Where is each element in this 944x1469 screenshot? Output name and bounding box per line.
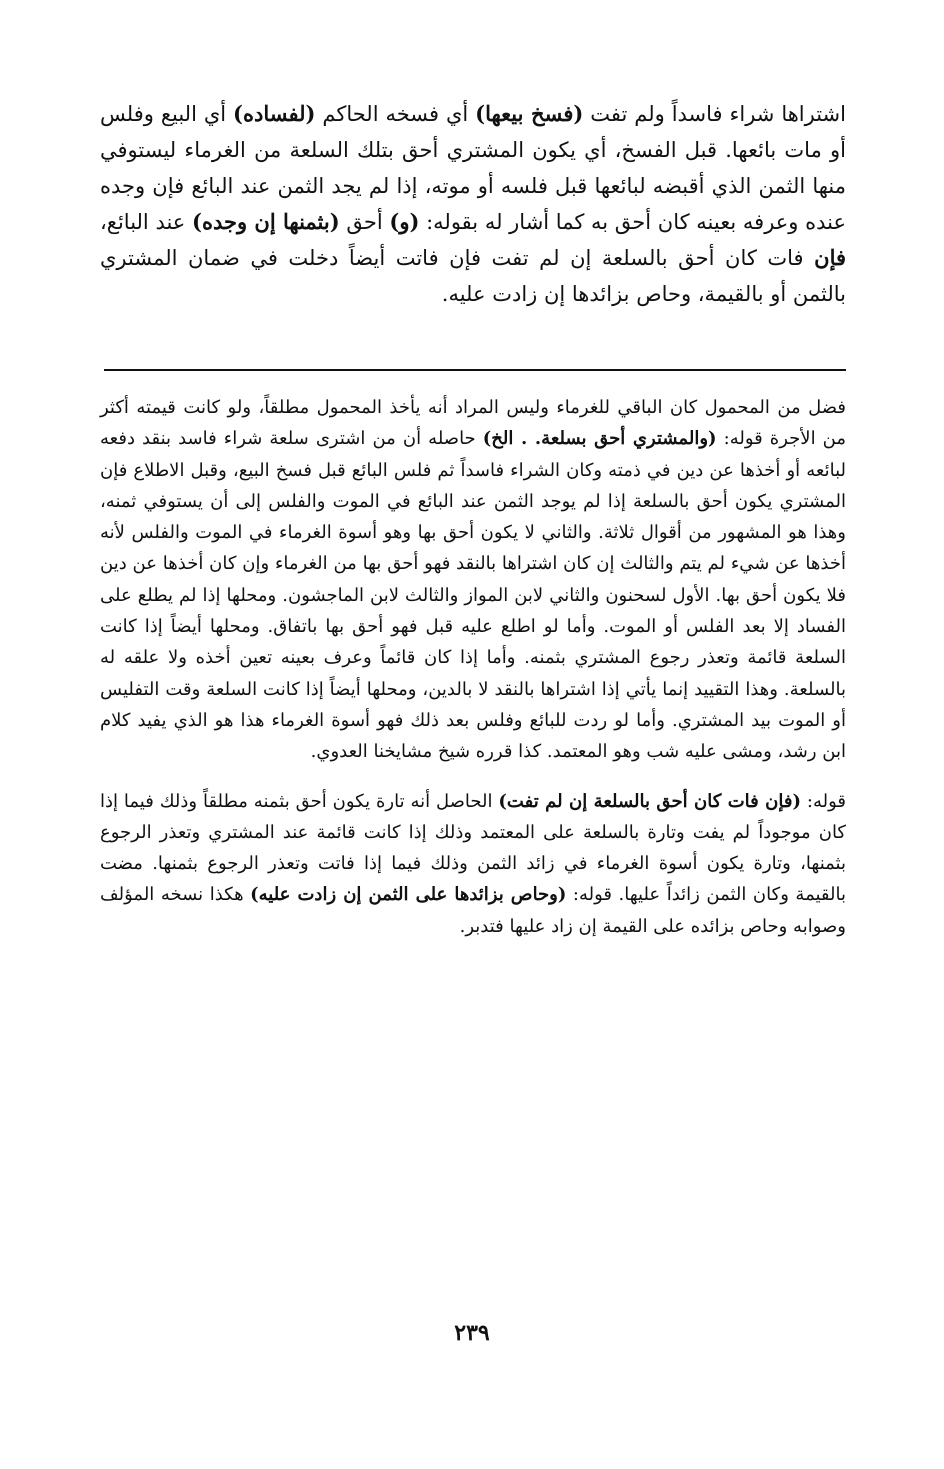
page-number: ٢٣٩ [454,1320,490,1346]
commentary-bold-run: (والمشتري أحق بسلعة. . الخ) [482,428,717,450]
main-text-run: فات كان أحق بالسلعة إن لم تفت فإن فاتت أيضاً دخلت في ضمان المشتري بالثمن أو بالقيمة، وحاص بزائدها إن زادت عليه. [100,246,846,306]
main-text-run: أحق [339,210,390,234]
main-text-bold-run: (فسخ بيعها) [475,101,584,126]
commentary-text-run: الحاصل أنه تارة يكون أحق بثمنه مطلقاً وذلك فيما إذا كان موجوداً لم يفت وتارة بالسلعة على المعتمد وذلك إذا كانت قائمة عند المشتري وتعذر الرجوع بثمنها، وتارة يكون أسوة الغرماء في زائد الثمن وذلك فيما إذا فاتت وتعذر الرجوع بثمنها. مضت بالقيمة وكان الثمن زائداً عليها. قوله: [100,790,846,906]
main-text-bold-run: (لفساده) [233,101,316,126]
main-text-run: عند البائع، [100,210,193,234]
commentary-bold-run: (فإن فات كان أحق بالسلعة إن لم تفت) [498,790,801,812]
main-text-run: اشتراها شراء فاسداً ولم تفت [583,102,846,126]
main-paragraph [100,96,846,312]
commentary-block [100,392,846,942]
commentary-paragraph-1 [100,392,846,768]
main-text-bold-run: (و) [389,209,420,234]
commentary-text-run: حاصله أن من اشترى سلعة شراء فاسد بنقد دفعه لبائعه أو أخذها عن دين في ذمته وكان الشراء فاسداً ثم فلس البائع قبل فسخ البيع، وقبل الاطلاع فإن المشتري يكون أحق بالسلعة إذا لم يوجد الثمن عند البائع في الموت والفلس إلى أن يستوفي ثمنه، وهذا هو المشهور من أقوال ثلاثة. والثاني لا يكون أحق بها وهو أسوة الغرماء في الموت والفلس لأنه أخذها عن شيء لم يتم والثالث إن كان اشتراها بالنقد فهو أحق بها من الغرماء وإن كان أخذها عن دين فلا يكون أحق بها. الأول لسحنون والثاني لابن المواز والثالث لابن الماجشون. ومحلها إذا لم يطلع على الفساد إلا بعد الفلس أو الموت. وأما لو اطلع عليه قبل فهو أحق بها باتفاق. ومحلها أيضاً إذا كانت السلعة قائمة وتعذر رجوع المشتري بثمنه. وأما إذا كان قائماً وعرف بعينه تعين أخذه ولا علقه له بالسلعة. وهذا التقييد إنما يأتي إذا اشتراها بالنقد لا بالدين، ومحلها أيضاً إذا كانت السلعة وقت التفليس أو الموت بيد المشتري. وأما لو ردت للبائع وفلس بعد ذلك فهو أسوة الغرماء هذا هو الذي يفيد كلام ابن رشد، ومشى عليه شب وهو المعتمد. كذا قرره شيخ مشايخنا العدوي. [100,428,846,763]
commentary-text-run: فضل من المحمول كان الباقي للغرماء وليس المراد أنه يأخذ المحمول مطلقاً، ولو كانت قيمته أكثر من الأجرة قوله: [100,397,846,450]
commentary-text-run: قوله: [801,790,846,812]
commentary-text-run: هكذا نسخه المؤلف وصوابه وحاص بزائده على القيمة إن زاد عليها فتدبر. [100,884,846,937]
commentary-paragraph-2 [100,786,846,942]
main-text-run: أي البيع وفلس أو مات بائعها. قبل الفسخ، أي يكون المشتري أحق بتلك السلعة من الغرماء ليستوفي منها الثمن الذي أقبضه لبائعها قبل فلسه أو موته، إذا لم يجد الثمن عند البائع فإن وجده عنده وعرفه بعينه كان أحق به كما أشار له بقوله: [100,102,847,234]
main-text-bold-run: فإن [814,245,846,270]
commentary-bold-run: (وحاص بزائدها على الثمن إن زادت عليه) [250,884,567,906]
main-text-block [100,96,846,312]
main-text-run: أي فسخه الحاكم [315,102,476,126]
main-text-bold-run: (بثمنها إن وجده) [192,209,340,234]
footnote-divider [104,369,846,371]
